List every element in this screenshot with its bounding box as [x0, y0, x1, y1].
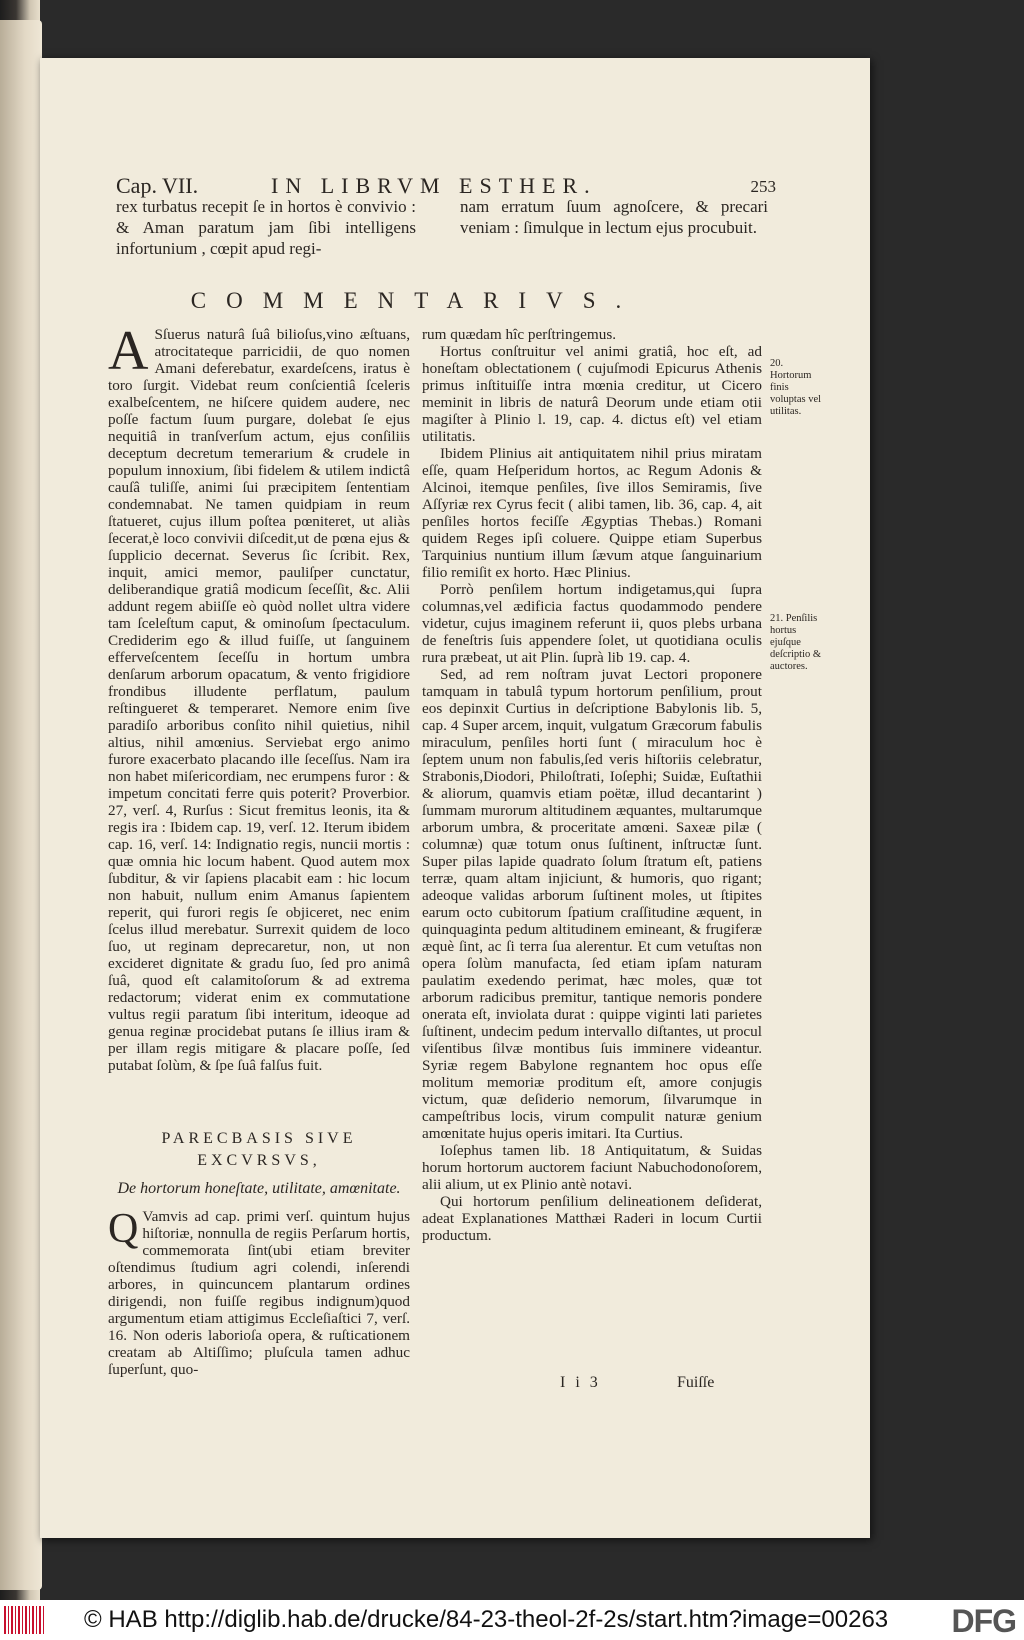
drop-cap: A	[108, 320, 149, 382]
excursus-subtitle: De hortorum honeſtate, utilitate, amœnitate.	[117, 1180, 401, 1197]
signature-mark: I i 3	[560, 1374, 601, 1391]
paragraph: Qui hortorum penſilium delineationem deſiderat, adeat Explanationes Matthæi Raderi in locum Curtii productum.	[422, 1193, 762, 1244]
drop-cap: Q	[108, 1206, 139, 1252]
verse-text-right: nam erratum ſuum agnoſcere, & precari veniam : ſimulque in lectum ejus procubuit.	[460, 197, 768, 237]
right-column	[422, 326, 762, 1426]
verse-text-left: rex turbatus recepit ſe in hortos è convivio : & Aman paratum jam ſibi intelligens infortunium , cœpit apud regi-	[116, 197, 416, 258]
excursus-paragraph: Vamvis ad cap. primi verſ. quintum hujus hiſtoriæ, nonnulla de regiis Perſarum hortis, commemorata ſint(ubi etiam breviter oſtendimus ſtudium agri colendi, inſerendi arbores, in quincuncem plantarum ordines dirigendi, non fuiſſe regibus indignum)quod argumentum etiam attigimus Eccleſiaſtici 7, verſ. 16. Non oderis laborioſa opera, & ruſticationem creatam ab Altiſſimo; pluſcula tamen adhuc ſuperſunt, quo-	[108, 1208, 410, 1378]
margin-note: 20. Hortorum finis voluptas vel utilitas.	[770, 358, 822, 417]
paragraph: Ibidem Plinius ait antiquitatem nihil prius miratam eſſe, quam Heſperidum hortos, ac Regum Adonis & Alcinoi, itemque penſiles, ſive illos Semiramis, ſive Aſſyriæ rex Cyrus fecit ( alibi tamen, lib. 36, cap. 4, ait penſiles hortos feciſſe Ægyptias Thebas.) Romani quidem Reges ipſi coluere. Quippe etiam Superbus Tarquinius nuntium illum ſævum atque ſanguinarium filio remiſit ex horto. Hæc Plinius.	[422, 445, 762, 581]
margin-note: 21. Penſilis hortus ejuſque deſcriptio & auctores.	[770, 613, 822, 672]
paragraph: Porrò penſilem hortum indigetamus,qui ſupra columnas,vel ædificia factus quodammodo pendere videtur, cujus imaginem referunt ii, quos plebs urbana de feneſtris ſuis appendere ſolet, ut quotidiana oculis rura præbeat, ut ait Plin. ſuprà lib 19. cap. 4.	[422, 581, 762, 666]
commentary-paragraph: Sſuerus naturâ ſuâ bilioſus,vino æſtuans, atrocitateque parricidii, de quo nomen Amani deferebatur, exardeſcens, iratus è toro ſurgit. Videbat reum conſcientiâ ſceleris exalbeſcentem, ne hiſcere quidem audere, nec poſſe factum ſuum purgare, dolebat ſe ejus nequitiâ in tranſverſum actum, ejus conſiliis deceptum decretum temerarium & crudele in populum innoxium, ſibi fidelem & utilem indictâ cauſâ tuliſſe, animi ſui præcipitem ſententiam condemnabat. Ne tamen quidpiam in reum ſtatueret, cujus illum poſtea pœniteret, ut aliàs ſecerat,è loco convivii diſcedit,ut de pœna ejus & ſupplicio decernat. Severus ſic ſcribit. Rex, inquit, amici memor, pauliſper cunctatur, deliberandique gratiâ modicum ſeceſſit, &c. Alii addunt regem abiiſſe eò quòd nollet ultra videre tam ſceleſtum caput, & ominoſum ſpectaculum. Crediderim ego & illud fuiſſe, ut ſanguinem efferveſcentem ſeceſſu in hortum umbra denſarum arborum opacatum, & vento frigidiore frondibus illudente perflatum, paulum reſtingueret & temperaret. Nemore enim ſive paradiſo arboribus conſito nihil quietius, nihil altius, nihil amœnius. Serviebat ergo animo furore exacerbato placando ille ſeceſſus. Nam ira non habet miſericordiam, nec erumpens furor : & impetum concitati ferre quis poterit? Proverbior. 27, verſ. 4, Rurſus : Sicut fremitus leonis, ita & regis ira : Ibidem cap. 19, verſ. 12. Iterum ibidem cap. 16, verſ. 14: Indignatio regis, nuncii mortis : quæ omnia hic locum habent. Quod autem mox ſubditur, & vir ſapiens placabit eam : hic locum non habuit, nullum enim Amanus ſapientem reperit, qui furori regis ſe objiceret, nec enim ſcelus illud merebatur. Surrexit quidem de loco ſuo, ut reginam deprecaretur, non, ut non excideret dignitate & gradu ſuo, ſed pro animâ ſuâ, quod eſt calamitoſorum & ad extrema redactorum; viderat enim ex commutatione vultus regii paratum ſibi interitum, ideoque ad genua reginæ procidebat putans ſe illius iram & per illam regis mitigare & placare poſſe, ſed putabat ſolùm, & ſpe ſuâ falſus fuit.	[108, 326, 410, 1074]
chapter-label: Cap. VII.	[116, 173, 199, 198]
paragraph: Hortus conſtruitur vel animi gratiâ, hoc eſt, ad honeſtam oblectationem ( cujuſmodi Epicurus Athenis primus inſtituiſſe intra mœnia creditur, ut Cicero meminit in libris de naturâ Deorum unde etiam otii magiſter à Plinio l. 19, cap. 4. dictus eſt) vel etiam utilitatis.	[422, 343, 762, 445]
excursus-title-line1: PARECBASIS SIVE	[161, 1130, 357, 1147]
paragraph: rum quædam hîc perſtringemus.	[422, 326, 617, 343]
section-heading: COMMENTARIVS.	[190, 288, 642, 313]
book-page	[40, 58, 870, 1538]
excursus-heading	[108, 1130, 410, 1198]
left-column	[108, 320, 410, 1116]
paragraph: Sed, ad rem noſtram juvat Lectori proponere tamquam in tabulâ typum hortorum penſilium, prout eos depinxit Curtius in deſcriptione Babylonis lib. 5, cap. 4 Super arcem, inquit, vulgatum Græcorum fabulis miraculum, penſiles horti ſunt ( miraculum hoc è ſeptem unum non fabulis,ſed veris hiſtoriis celebratur, Strabonis,Diodori, Philoſtrati, Ioſephi; Suidæ, Euſtathii & aliorum, quamvis etiam poëtæ, illud decantarint ) ſummam murorum altitudinem æquantes, multarumque arborum umbra, & proceritate amœni. Saxeæ pilæ ( columnæ) quæ totum onus ſuſtinent, inſtructæ ſunt. Super pilas lapide quadrato ſolum ſtratum eſt, patiens terræ, quam altam injiciunt, & humoris, quo rigant; adeoque validas arborum ſuſtinent moles, ut ſtipites earum octo cubitorum ſpatium craſſitudine æquent, in quinquaginta pedum altitudinem emineant, & frugiferæ æquè ſint, ac ſi terra ſua alerentur. Et cum vetuſtas non opera ſolùm manufacta, ſed etiam ipſam naturam paulatim exedendo perimat, hæc moles, quæ tot arborum radicibus premitur, tantique nemoris pondere onerata eſt, inviolata durat : quippe viginti lati parietes ſuſtinent, undecim pedum intervallo diſtantes, ut procul viſentibus ſilvæ montibus ſuis imminere videantur. Syriæ regem Babylone regnantem hoc opus eſſe molitum memoriæ proditum eſt, amore conjugis victum, quæ deſiderio nemorum, ſilvarumque in campeſtribus locis, virum compulit naturæ genium amœnitate hujus operis imitari. Ita Curtius.	[422, 666, 762, 1142]
footer-bar	[0, 1600, 1024, 1640]
barcode-icon	[4, 1606, 44, 1634]
source-url[interactable]: © HAB http://diglib.hab.de/drucke/84-23-theol-2f-2s/start.htm?image=00263	[84, 1606, 889, 1633]
catchword: Fuiſſe	[677, 1374, 715, 1391]
excursus-text	[108, 1208, 410, 1438]
excursus-title-line2: EXCVRSVS,	[197, 1152, 321, 1169]
dfg-logo: DFG	[951, 1603, 1016, 1639]
paragraph: Ioſephus tamen lib. 18 Antiquitatum, & Suidas horum hortorum auctorem faciunt Nabuchodonoſorem, alii alium, ut ex Plinio antè notavi.	[422, 1142, 762, 1193]
book-title: IN LIBRVM ESTHER.	[271, 173, 597, 198]
facing-page-edge	[0, 20, 42, 1590]
page-number: 253	[750, 177, 776, 196]
